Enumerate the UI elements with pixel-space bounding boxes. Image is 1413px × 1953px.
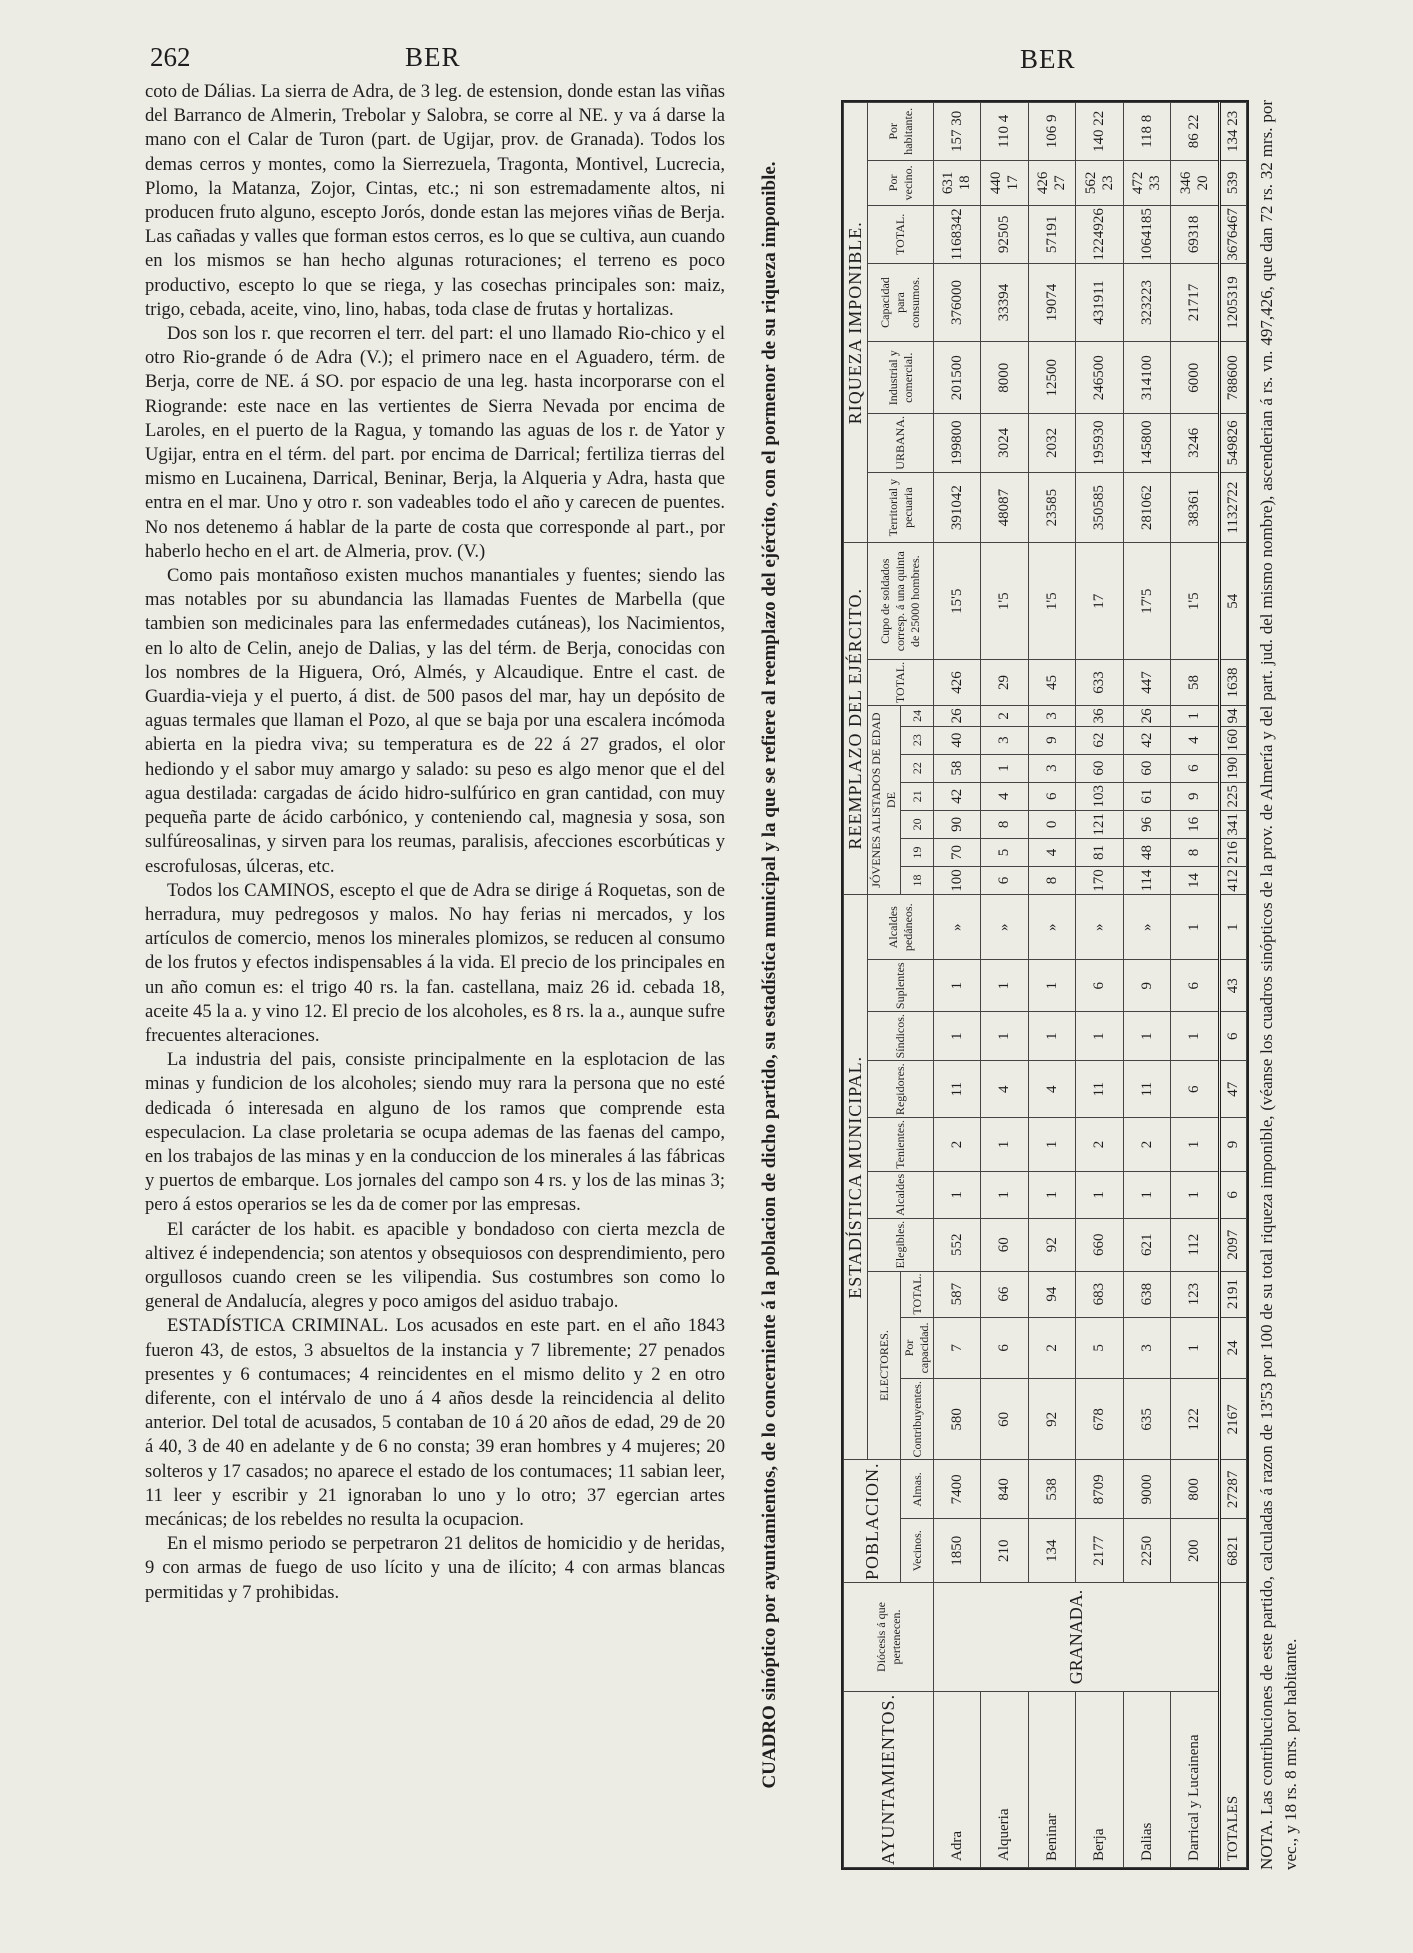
table-cell: 26 [934,706,981,726]
totals-cell: 1638 [1220,659,1247,705]
table-cell: 3 [981,726,1028,754]
totals-cell: 9 [1220,1118,1247,1172]
table-cell: 314100 [1123,342,1170,414]
table-cell: 1 [934,960,981,1012]
totals-cell: 1 [1220,895,1247,960]
totals-cell: 412 [1220,867,1247,895]
col-total-riqueza: TOTAL. [868,206,934,264]
table-cell: 0 [1028,810,1075,838]
totals-cell: 6 [1220,1171,1247,1218]
table-cell: 391042 [934,472,981,543]
table-cell: » [1123,895,1170,960]
ayuntamiento-name: Darrical y Lucainena [1171,1691,1220,1867]
table-cell: 5 [981,838,1028,866]
totals-cell: 1132722 [1220,472,1247,543]
col-contribuyentes: Contribuyentes. [901,1379,934,1460]
table-cell: 9 [1123,960,1170,1012]
table-cell: 58 [934,754,981,782]
totals-cell: 2191 [1220,1271,1247,1317]
col-almas: Almas. [901,1460,934,1519]
table-cell: 587 [934,1271,981,1317]
table-cell: 1850 [934,1519,981,1583]
table-cell: 6 [1028,782,1075,810]
table-cell: 140 22 [1076,103,1123,161]
table-cell: 11 [1123,1061,1170,1118]
col-sindicos: Síndicos. [868,1012,934,1061]
table-cell: 1 [1171,1012,1220,1061]
table-body [934,103,1247,1868]
table-cell: 145800 [1123,414,1170,473]
table-cell: 1 [1028,1171,1075,1218]
table-cell: 350585 [1076,472,1123,543]
col-total-electores: TOTAL. [901,1271,934,1317]
table-cell: 81 [1076,838,1123,866]
table-cell: 114 [1123,867,1170,895]
col-urbana: URBANA. [868,414,934,473]
table-cell: 6 [1171,960,1220,1012]
text-column [145,80,725,1850]
table-cell: 121 [1076,810,1123,838]
table-cell: 7400 [934,1460,981,1519]
table-cell: 1 [981,1171,1028,1218]
table-cell: 58 [1171,659,1220,705]
table-cell: 323223 [1123,263,1170,342]
totals-cell: 6821 [1220,1519,1247,1583]
col-age-19: 19 [901,838,934,866]
table-cell: 3 [1123,1317,1170,1379]
table-cell: 9 [1028,726,1075,754]
col-suplentes: Suplentes [868,960,934,1012]
table-cell: 66 [981,1271,1028,1317]
table-cell: 552 [934,1218,981,1271]
table-cell: 1 [1028,1012,1075,1061]
table-frame [841,100,1249,1870]
col-elegibles: Elegibles. [868,1218,934,1271]
totals-row [1220,103,1247,1868]
totals-cell: 134 23 [1220,103,1247,161]
table-cell: 6 [1171,754,1220,782]
totals-cell: 47 [1220,1061,1247,1118]
col-age-22: 22 [901,754,934,782]
table-cell: 376000 [934,263,981,342]
table-cell: 1 [1076,1012,1123,1061]
table-cell: 157 30 [934,103,981,161]
table-cell: 48 [1123,838,1170,866]
table-cell: 1 [1171,706,1220,726]
table-cell: 246500 [1076,342,1123,414]
running-head-left: BER [405,42,461,72]
col-industrial: Industrial y comercial. [868,342,934,414]
table-cell: 92 [1028,1379,1075,1460]
table-cell: 42 [1123,726,1170,754]
col-vecinos: Vecinos. [901,1519,934,1583]
table-cell: 92505 [981,206,1028,264]
totals-cell: 190 [1220,754,1247,782]
table-cell: 7 [934,1317,981,1379]
table-cell: 112 [1171,1218,1220,1271]
table-cell: 2 [1123,1118,1170,1172]
table-cell: 42 [934,782,981,810]
table-cell: 16 [1171,810,1220,838]
table-cell: 472 33 [1123,160,1170,206]
table-cell: 1 [981,1012,1028,1061]
col-total-reemplazo: TOTAL. [868,659,934,705]
table-cell: 90 [934,810,981,838]
table-cell: 106 9 [1028,103,1075,161]
col-age-23: 23 [901,726,934,754]
table-cell: 6 [1171,1061,1220,1118]
table-cell: 9000 [1123,1460,1170,1519]
table-cell: 1 [934,1012,981,1061]
table-cell: 631 18 [934,160,981,206]
table-cell: 210 [981,1519,1028,1583]
table-cell: 447 [1123,659,1170,705]
table-cell: 4 [981,1061,1028,1118]
table-cell: 4 [1171,726,1220,754]
table-cell: 69318 [1171,206,1220,264]
table-cell: 633 [1076,659,1123,705]
table-cell: 5 [1076,1317,1123,1379]
table-cell: 17'5 [1123,543,1170,659]
table-cell: 11 [934,1061,981,1118]
page-number: 262 [150,42,191,72]
table-cell: 580 [934,1379,981,1460]
table-cell: 8 [1028,867,1075,895]
totals-cell: 216 [1220,838,1247,866]
table-cell: 38361 [1171,472,1220,543]
table-cell: 1 [1028,1118,1075,1172]
group-reemplazo: REEMPLAZO DEL EJÉRCITO. [844,543,868,895]
totals-cell: 43 [1220,960,1247,1012]
table-cell: 2250 [1123,1519,1170,1583]
ayuntamiento-name: Dalias [1123,1691,1170,1867]
table-cell: 426 [934,659,981,705]
table-cell: 9 [1171,782,1220,810]
table-cell: 638 [1123,1271,1170,1317]
group-estadistica: ESTADÍSTICA MUNICIPAL. [844,895,868,1460]
totals-cell: 2167 [1220,1379,1247,1460]
table-cell: 1 [1171,895,1220,960]
table-cell: 1224926 [1076,206,1123,264]
table-cell: 60 [981,1379,1028,1460]
table-cell: 1 [1123,1171,1170,1218]
table-cell: 199800 [934,414,981,473]
table-cell: 1 [981,754,1028,782]
col-diocesis: Diócesis á que pertenecen. [844,1583,934,1692]
table-cell: 60 [981,1218,1028,1271]
ayuntamiento-name: Adra [934,1691,981,1867]
table-cell: 683 [1076,1271,1123,1317]
table-cell: 3 [1028,706,1075,726]
col-por-vecino: Por vecino. [868,160,934,206]
table-cell: 86 22 [1171,103,1220,161]
table-cell: 33394 [981,263,1028,342]
table-cell: 70 [934,838,981,866]
table-cell: 195930 [1076,414,1123,473]
synoptic-table-block [757,80,1317,1870]
table-cell: 6 [981,867,1028,895]
table-cell: 15'5 [934,543,981,659]
totals-cell: 94 [1220,706,1247,726]
synoptic-table [843,102,1247,1868]
table-cell: 2177 [1076,1519,1123,1583]
table-cell: 1 [1171,1171,1220,1218]
running-head-right: BER [1020,44,1076,74]
col-age-24: 24 [901,706,934,726]
col-alcaldes: Alcaldes [868,1171,934,1218]
table-cell: 1 [981,960,1028,1012]
table-cell: 1 [981,1118,1028,1172]
col-cupo: Cupo de soldados corresp. á una quinta de 25000 hombres. [868,543,934,659]
table-cell: 96 [1123,810,1170,838]
paragraph: Todos los CAMINOS, escepto el que de Adra se dirige á Roquetas, son de herradura, muy pedregosos y malos. No hay ferias ni mercados, y los artículos de comercio, menos los minerales plomizos, se reducen al consumo de los frutos y efectos indispensables á la vida. El precio de los principales en un año comun es: el trigo 40 rs. la fan. castellana, maiz 26 id. cebada 18, aceite 45 la a. y vino 12. El precio de los alcoholes, es 8 rs. la a., aunque sufre frecuentes alteraciones. [145,879,725,1046]
ayuntamiento-name: Alqueria [981,1691,1028,1867]
table-cell: 11 [1076,1061,1123,1118]
group-jovenes: JÓVENES ALISTADOS DE EDAD DE [868,706,901,895]
table-cell: 6 [1076,960,1123,1012]
col-consumos: Capacidad para consumos. [868,263,934,342]
totals-cell: 1205319 [1220,263,1247,342]
table-cell: 3246 [1171,414,1220,473]
table-cell: 1'5 [1171,543,1220,659]
totals-cell: 6 [1220,1012,1247,1061]
table-cell: 103 [1076,782,1123,810]
table-cell: 48087 [981,472,1028,543]
table-cell: 426 27 [1028,160,1075,206]
paragraph: coto de Dálias. La sierra de Adra, de 3 leg. de estension, donde estan las viñas del Barranco de Almerin, Trebolar y Salobra, se corre al NE. y va á darse la mano con el Calar de Turon (part. de Ugijar, prov. de Granada). Todos los demas cerros y montes, como la Sierrezuela, Tragonta, Montivel, Lucrecia, Plomo, la Matanza, Zojor, Cintas, etc.; ni son estremadamente altos, ni producen fruto alguno, escepto Jorós, donde estan las mejores viñas de Berja. Las cañadas y valles que forman estos cerros, es lo que se cultiva, aun cuando en los mismos se han hecho algunas roturaciones; el terreno es poco productivo, escepto lo que se riega, y las cosechas principales son: maiz, trigo, cebada, aceite, vino, lino, habas, toda clase de frutas y hortalizas. [145,81,725,320]
table-cell: 57191 [1028,206,1075,264]
table-note: NOTA. Las contribuciones de este partido, calculadas á razon de 13'53 por 100 de su total riqueza imponible, (véanse los cuadros sinópticos de la prov. de Almería y del part. jud. del mismo nombre), ascenderian á rs. vn. 497,426, que dan 72 rs. 32 mrs. por vec., y 18 rs. 8 mrs. por habitante. [1257,100,1300,1870]
table-cell: 1168342 [934,206,981,264]
totals-cell: 2097 [1220,1218,1247,1271]
table-cell: 100 [934,867,981,895]
table-cell: 2 [981,706,1028,726]
col-territorial: Territorial y pecuaria [868,472,934,543]
table-cell: 8000 [981,342,1028,414]
col-age-18: 18 [901,867,934,895]
paragraph: Como pais montañoso existen muchos manantiales y fuentes; siendo las mas notables por su abundancia las llamadas Fuentes de Marbella (que tambien son medicinales para las enfermedades cutáneas), los Nacimientos, en lo alto de Celin, anejo de Dalias, y las del térm. de Berja, conocidas con los nombres de la Higuera, Oró, Almés, y Alcaudique. Entre el cast. de Guardia-vieja y el puerto, á dist. de 500 pasos del mar, hay un depósito de aguas termales que llaman el Pozo, al que se baja por una escalera incómoda abierta en la piedra viva; su temperatura es de 22 á 27 grados, el olor hediondo y el sabor muy amargo y salado: su peso es algo menor que el del agua destilada: cargadas de ácido hidro-sulfúrico en gran cantidad, con muy pequeña parte de ácido carbónico, y conteniendo cal, magnesia y sosa, son sulfúreosalinas, y sirven para los reumas, paralisis, afecciones escorbúticas y escrofulosas, úlceras, etc. [145,565,725,877]
table-cell: 170 [1076,867,1123,895]
totals-cell: 160 [1220,726,1247,754]
paragraph: La industria del pais, consiste principalmente en la esplotacion de las minas y fundicion de los alcoholes; siendo muy rara la persona que no esté dedicada ó interesada en alguno de los ramos que comprende esta especulacion. La clase proletaria se ocupa ademas de las faenas del campo, en los trabajos de las minas y en la conduccion de los minerales á las fábricas y puertos de embarque. Los jornales del campo son 4 rs. y los de las minas 3; pero á estos operarios se les da de comer por las empresas. [145,1049,725,1216]
table-cell: 118 8 [1123,103,1170,161]
table-cell: 1 [1076,1171,1123,1218]
table-cell: 201500 [934,342,981,414]
group-electores: ELECTORES. [868,1271,901,1460]
table-cell: 94 [1028,1271,1075,1317]
table-cell: 19074 [1028,263,1075,342]
table-cell: 8 [1171,838,1220,866]
table-cell: 200 [1171,1519,1220,1583]
table-cell: 17 [1076,543,1123,659]
table-cell: 800 [1171,1460,1220,1519]
totals-cell: 341 [1220,810,1247,838]
table-cell: 1'5 [1028,543,1075,659]
col-age-21: 21 [901,782,934,810]
table-cell: 1064185 [1123,206,1170,264]
table-cell: 134 [1028,1519,1075,1583]
table-caption: CUADRO sinóptico por ayuntamientos, de lo concerniente á la poblacion de dicho partido, su estadística municipal y la que se refiere al reemplazo del ejército, con el pormenor de su riqueza imponible. [759,161,780,1789]
totals-cell: 54 [1220,543,1247,659]
col-regidores: Regidores. [868,1061,934,1118]
table-cell: 40 [934,726,981,754]
table-cell: » [981,895,1028,960]
table-cell: 840 [981,1460,1028,1519]
paragraph: Dos son los r. que recorren el terr. del part: el uno llamado Rio-chico y el otro Rio-grande ó de Adra (V.); el primero nace en el Aguadero, térm. de Berja, corre de NE. á SO. por espacio de una leg. hasta incorporarse con el Riogrande: este nace en las vertientes de Sierra Nevada por encima de Laroles, en el puerto de la Ragua, y tomando las aguas de los r. de Yator y Ugijar, entra en el térm. del part. por encima de Darrical; fertiliza tierras del mismo en Lucainena, Darrical, Beninar, Berja, la Alqueria y Adra, hasta que entra en el mar. Uno y otro r. son vadeables todo el año y carecen de puentes. No nos detenemo á hablar de la parte de costa que corresponde al part., por haberlo hecho en el art. de Almeria, prov. (V.) [145,323,725,562]
totals-label: TOTALES [1220,1583,1247,1868]
table-cell: 29 [981,659,1028,705]
table-cell: 3024 [981,414,1028,473]
col-por-habitante: Por habitante. [868,103,934,161]
table-cell: 8709 [1076,1460,1123,1519]
group-poblacion: POBLACION. [844,1460,901,1583]
col-capacidad: Por capacidad. [901,1317,934,1379]
table-cell: 23585 [1028,472,1075,543]
table-cell: 62 [1076,726,1123,754]
totals-cell: 549826 [1220,414,1247,473]
totals-cell: 225 [1220,782,1247,810]
table-cell: 562 23 [1076,160,1123,206]
table-cell: 660 [1076,1218,1123,1271]
col-age-20: 20 [901,810,934,838]
table-cell: 2 [934,1118,981,1172]
table-cell: 1 [1171,1118,1220,1172]
table-cell: 8 [981,810,1028,838]
table-cell: » [1076,895,1123,960]
col-pedaneos: Alcaldes pedáneos. [868,895,934,960]
table-cell: 635 [1123,1379,1170,1460]
ayuntamiento-name: Beninar [1028,1691,1075,1867]
table-cell: 26 [1123,706,1170,726]
table-cell: 678 [1076,1379,1123,1460]
table-cell: 12500 [1028,342,1075,414]
paragraph: En el mismo periodo se perpetraron 21 delitos de homicidio y de heridas, 9 con armas de fuego de uso lícito y una de ilícito; 4 con armas blancas permitidas y 7 prohibidas. [145,1533,725,1603]
totals-cell: 788600 [1220,342,1247,414]
col-ayuntamientos: AYUNTAMIENTOS. [844,1691,934,1867]
table-cell: 110 4 [981,103,1028,161]
table-cell: 21717 [1171,263,1220,342]
table-cell: 6000 [1171,342,1220,414]
totals-cell: 27287 [1220,1460,1247,1519]
table-cell: 1 [1123,1012,1170,1061]
table-cell: 6 [981,1317,1028,1379]
table-cell: 1 [1028,960,1075,1012]
table-cell: 281062 [1123,472,1170,543]
table-cell: » [1028,895,1075,960]
table-cell: 61 [1123,782,1170,810]
totals-cell: 24 [1220,1317,1247,1379]
table-cell: 538 [1028,1460,1075,1519]
table-cell: 123 [1171,1271,1220,1317]
table-cell: 60 [1123,754,1170,782]
table-cell: 45 [1028,659,1075,705]
group-riqueza: RIQUEZA IMPONIBLE. [844,103,868,543]
totals-cell: 3676467 [1220,206,1247,264]
totals-cell: 539 [1220,160,1247,206]
table-cell: 4 [1028,838,1075,866]
table-cell: 4 [1028,1061,1075,1118]
table-cell: 2032 [1028,414,1075,473]
table-cell: 346 20 [1171,160,1220,206]
table-cell: 36 [1076,706,1123,726]
table-cell: 4 [981,782,1028,810]
table-cell: 2 [1076,1118,1123,1172]
paragraph: El carácter de los habit. es apacible y bondadoso con cierta mezcla de altivez é independencia; son atentos y obsequiosos con desprendimiento, pero orgullosos cuando creen se les vilipendia. Sus costumbres son como lo general de Andalucía, alegres y poco amigos del asiduo trabajo. [145,1218,725,1313]
table-cell: 3 [1028,754,1075,782]
table-cell: 621 [1123,1218,1170,1271]
page-header [150,42,1310,82]
paragraph: ESTADÍSTICA CRIMINAL. Los acusados en este part. en el año 1843 fueron 43, de estos, 3 absueltos de la instancia y 7 libremente; 27 penados presentes y 6 contumaces; 4 reincidentes en el mismo delito y 2 en otro diferente, con el intérvalo de uno á 4 años desde la reincidencia al delito anterior. Del total de acusados, 5 contaban de 10 á 20 años de edad, 29 de 20 á 40, 3 de 40 en adelante y de 6 no consta; 39 eran hombres y 4 mujeres; 20 solteros y 17 casados; no aparece el estado de los contumaces; 11 sabian leer, 11 leer y escribir y 21 ignoraban lo uno y lo otro; 37 egercian artes mecánicas; de los rebeldes no resulta la ocupacion. [145,1315,725,1530]
table-cell: 2 [1028,1317,1075,1379]
table-cell: 1 [934,1171,981,1218]
ayuntamiento-name: Berja [1076,1691,1123,1867]
table-row [934,103,981,1868]
table-cell: » [934,895,981,960]
table-cell: 14 [1171,867,1220,895]
table-cell: 122 [1171,1379,1220,1460]
table-cell: 60 [1076,754,1123,782]
table-cell: 440 17 [981,160,1028,206]
col-tenientes: Tenientes. [868,1118,934,1172]
diocesis-cell: GRANADA. [934,1583,1220,1692]
table-cell: 92 [1028,1218,1075,1271]
table-cell: 431911 [1076,263,1123,342]
table-cell: 1'5 [981,543,1028,659]
table-cell: 1 [1171,1317,1220,1379]
